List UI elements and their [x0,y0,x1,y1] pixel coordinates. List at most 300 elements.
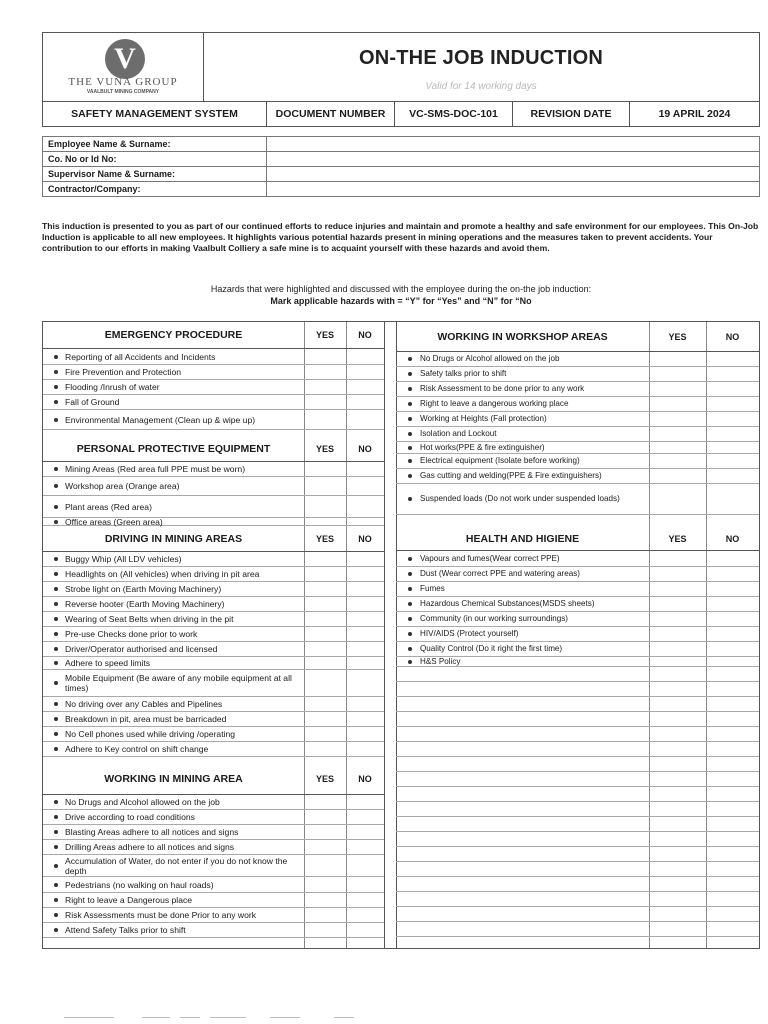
yes-checkbox[interactable] [304,840,346,854]
hazard-label: Attend Safety Talks prior to shift [65,925,186,935]
intro-paragraph: This induction is presented to you as part of our continued efforts to reduce injuries and maintain and promote a healthy and safe environment for our employees. This On-Job Induction is applicable to all new employees. It highlights various potential hazards present in mining operations and the measures taken to prevent accidents. Your contribution to our efforts in making Vaalbult Colliery a safe mine is to acquaint yourself with these hazards and avoid them. [42,221,759,253]
bullet-icon [54,355,58,359]
bullet-icon [54,467,58,471]
yes-checkbox[interactable] [649,712,706,726]
hazard-label: Hazardous Chemical Substances(MSDS sheets) [420,599,595,608]
yes-checkbox[interactable] [304,410,346,429]
revision-date-label: REVISION DATE [513,102,630,126]
bullet-icon [54,732,58,736]
hazard-label: HIV/AIDS (Protect yourself) [420,629,519,638]
hazard-label: Wearing of Seat Belts when driving in the pit [65,614,234,624]
yes-checkbox[interactable] [304,518,346,525]
logo-subtitle: VAALBULT MINING COMPANY [86,89,160,95]
hazard-label: Adhere to Key control on shift change [65,744,209,754]
bullet-icon [54,557,58,561]
no-header: NO [358,443,372,454]
bullet-icon [54,617,58,621]
no-checkbox[interactable] [346,727,384,741]
yes-checkbox[interactable] [649,847,706,861]
bullet-icon [408,497,412,501]
section-title: EMERGENCY PROCEDURE [104,329,243,341]
no-checkbox[interactable] [706,667,759,681]
yes-checkbox[interactable] [649,817,706,831]
yes-checkbox[interactable] [649,657,706,666]
no-checkbox[interactable] [346,712,384,726]
hazard-label: Right to leave a Dangerous place [65,895,193,905]
yes-checkbox[interactable] [649,922,706,936]
yes-checkbox[interactable] [304,742,346,756]
hazard-label: H&S Policy [420,656,461,666]
bullet-icon [54,661,58,665]
hazard-row [43,727,384,742]
column-divider [384,322,385,948]
bullet-icon [408,446,412,450]
yes-checkbox[interactable] [304,365,346,379]
no-header: NO [358,773,372,784]
document-meta-row [42,102,760,127]
yes-checkbox[interactable] [649,352,706,366]
yes-checkbox[interactable] [304,642,346,656]
no-checkbox[interactable] [346,496,384,517]
section-header [43,763,384,795]
yes-checkbox[interactable] [649,382,706,396]
section-header [43,436,384,462]
hazard-row [43,462,384,477]
empty-row [396,667,759,682]
hazard-label: Right to leave a dangerous working place [420,399,569,408]
empty-row [396,802,759,817]
hazard-row [396,484,759,515]
bullet-icon [408,617,412,621]
no-checkbox[interactable] [706,582,759,596]
no-checkbox[interactable] [346,380,384,394]
section-title: HEALTH AND HIGIENE [465,532,580,545]
yes-checkbox[interactable] [304,380,346,394]
yes-checkbox[interactable] [649,772,706,786]
yes-checkbox[interactable] [649,597,706,611]
yes-checkbox[interactable] [304,877,346,892]
hazard-label: Suspended loads (Do not work under suspended loads) [420,494,620,503]
hazard-label: Quality Control (Do it right the first time) [420,644,563,653]
yes-checkbox[interactable] [304,496,346,517]
empty-row [396,757,759,772]
hazard-row [43,518,384,526]
document-number-label: DOCUMENT NUMBER [267,102,395,126]
contractor-label: Contractor/Company: [43,182,267,197]
hazard-label: Headlights on (All vehicles) when driving in pit area [65,569,260,579]
hazard-label: Safety talks prior to shift [420,369,507,378]
hazard-row [43,795,384,810]
yes-checkbox[interactable] [649,727,706,741]
bullet-icon [408,357,412,361]
no-checkbox[interactable] [346,518,384,525]
yes-checkbox[interactable] [649,907,706,921]
yes-header: YES [668,331,687,342]
yes-checkbox[interactable] [649,442,706,453]
hazard-row [43,908,384,923]
hazard-row [396,582,759,597]
yes-checkbox[interactable] [304,657,346,669]
hazard-row [43,825,384,840]
yes-checkbox[interactable] [649,862,706,876]
yes-checkbox[interactable] [304,810,346,824]
empty-row [396,787,759,802]
hazard-label: No Drugs or Alcohol allowed on the job [420,354,560,363]
hazard-label: Vapours and fumes(Wear correct PPE) [420,553,560,563]
hazard-row [43,410,384,430]
yes-checkbox[interactable] [304,908,346,922]
no-checkbox[interactable] [706,567,759,581]
supervisor-field[interactable] [267,167,760,182]
yes-checkbox[interactable] [304,462,346,476]
bullet-icon [54,385,58,389]
hazard-row [43,657,384,670]
yes-checkbox[interactable] [649,582,706,596]
hazard-row [43,877,384,893]
no-checkbox[interactable] [346,612,384,626]
bullet-icon [54,815,58,819]
hazard-row [43,350,384,365]
no-checkbox[interactable] [346,627,384,641]
no-checkbox[interactable] [706,551,759,566]
empty-row [396,817,759,832]
logo-company-name: THE VUNA GROUP [68,76,178,88]
no-checkbox[interactable] [346,410,384,429]
hazard-row [396,412,759,427]
no-checkbox[interactable] [706,657,759,666]
no-checkbox[interactable] [706,877,759,891]
yes-checkbox[interactable] [304,395,346,409]
footer-marks [64,1017,364,1021]
empty-row [396,727,759,742]
yes-checkbox[interactable] [304,627,346,641]
no-checkbox[interactable] [706,697,759,711]
no-checkbox[interactable] [706,802,759,816]
yes-header: YES [668,533,687,544]
yes-checkbox[interactable] [649,469,706,483]
hazard-label: Fumes [420,584,445,593]
hazard-row [43,582,384,597]
company-logo [43,33,204,101]
contractor-field[interactable] [267,182,760,197]
bullet-icon [408,587,412,591]
bullet-icon [54,632,58,636]
hazard-row [43,840,384,855]
yes-checkbox[interactable] [304,612,346,626]
yes-checkbox[interactable] [649,667,706,681]
no-checkbox[interactable] [346,893,384,907]
yes-checkbox[interactable] [649,412,706,426]
section-header [43,322,384,349]
yes-checkbox[interactable] [649,802,706,816]
yes-checkbox[interactable] [649,832,706,846]
yes-checkbox[interactable] [304,795,346,809]
no-checkbox[interactable] [346,670,384,696]
hazard-label: Blasting Areas adhere to all notices and signs [65,827,239,837]
bullet-icon [54,747,58,751]
no-checkbox[interactable] [706,612,759,626]
hazard-row [396,627,759,642]
employee-id-field[interactable] [267,152,760,167]
hazard-label: Risk Assessment to be done prior to any work [420,384,585,393]
bullet-icon [54,418,58,422]
v-emblem-icon: V [105,39,145,79]
bullet-icon [54,913,58,917]
hazard-label: Dust (Wear correct PPE and watering areas) [420,569,580,578]
no-checkbox[interactable] [706,454,759,468]
no-checkbox[interactable] [346,908,384,922]
bullet-icon [54,370,58,374]
no-checkbox[interactable] [706,412,759,426]
yes-checkbox[interactable] [649,757,706,771]
no-checkbox[interactable] [706,832,759,846]
no-checkbox[interactable] [706,847,759,861]
yes-checkbox[interactable] [649,877,706,891]
bullet-icon [408,660,412,664]
bullet-icon [408,402,412,406]
hazard-row [396,612,759,627]
empty-row [396,922,759,937]
yes-checkbox[interactable] [649,627,706,641]
hazard-row [43,627,384,642]
yes-checkbox[interactable] [649,892,706,906]
section-title: WORKING IN MINING AREA [104,772,243,785]
yes-checkbox[interactable] [649,697,706,711]
no-checkbox[interactable] [706,642,759,656]
empty-row [396,862,759,877]
empty-row [396,892,759,907]
bullet-icon [408,602,412,606]
yes-checkbox[interactable] [304,567,346,581]
hazard-label: Flooding /Inrush of water [65,382,160,392]
hazard-row [396,567,759,582]
hazard-row [43,365,384,380]
no-checkbox[interactable] [346,825,384,839]
no-checkbox[interactable] [706,922,759,936]
hazard-label: Drilling Areas adhere to all notices and signs [65,842,235,852]
hazard-label: No Drugs and Alcohol allowed on the job [65,797,220,807]
no-checkbox[interactable] [346,597,384,611]
yes-checkbox[interactable] [304,552,346,566]
yes-checkbox[interactable] [649,567,706,581]
no-checkbox[interactable] [706,907,759,921]
section-title: PERSONAL PROTECTIVE EQUIPMENT [76,442,271,455]
no-checkbox[interactable] [346,462,384,476]
no-checkbox[interactable] [346,855,384,876]
no-checkbox[interactable] [706,397,759,411]
no-checkbox[interactable] [346,365,384,379]
yes-checkbox[interactable] [649,484,706,514]
no-checkbox[interactable] [706,367,759,381]
empty-row [396,772,759,787]
no-checkbox[interactable] [346,552,384,566]
no-checkbox[interactable] [346,477,384,495]
hazard-label: Fall of Ground [65,397,120,407]
no-header: NO [725,533,740,544]
yes-checkbox[interactable] [304,597,346,611]
hazard-row [43,697,384,712]
yes-checkbox[interactable] [304,350,346,364]
no-checkbox[interactable] [346,642,384,656]
no-checkbox[interactable] [346,795,384,809]
no-checkbox[interactable] [706,442,759,453]
no-checkbox[interactable] [346,742,384,756]
hazard-label: Accumulation of Water, do not enter if you do not know the depth [65,855,288,876]
yes-header: YES [315,773,334,784]
hazard-row [396,427,759,442]
bullet-icon [54,717,58,721]
no-checkbox[interactable] [706,817,759,831]
bullet-icon [408,474,412,478]
no-checkbox[interactable] [706,682,759,696]
supervisor-label: Supervisor Name & Surname: [43,167,267,182]
hazard-row [43,893,384,908]
yes-checkbox[interactable] [304,670,346,696]
hazard-row [43,380,384,395]
hazard-label: Workshop area (Orange area) [65,481,180,491]
yes-checkbox[interactable] [304,727,346,741]
hazard-row [43,567,384,582]
section-title: WORKING IN WORKSHOP AREAS [437,330,608,343]
bullet-icon [54,830,58,834]
no-checkbox[interactable] [706,469,759,483]
yes-checkbox[interactable] [304,712,346,726]
hazard-row [396,657,759,667]
no-checkbox[interactable] [346,395,384,409]
no-checkbox[interactable] [706,727,759,741]
hazard-label: Strobe light on (Earth Moving Machinery) [65,584,222,594]
bullet-icon [54,883,58,887]
hazard-label: Mining Areas (Red area full PPE must be worn) [65,464,246,474]
hazard-label: No Cell phones used while driving /operating [65,729,236,739]
empty-row [396,907,759,922]
hazard-label: Driver/Operator authorised and licensed [65,644,218,654]
validity-note: Valid for 14 working days [425,81,537,92]
employee-id-label: Co. No or Id No: [43,152,267,167]
hazard-row [396,551,759,567]
hazard-label: Pre-use Checks done prior to work [65,629,198,639]
employee-name-field[interactable] [267,137,760,152]
hazard-row [43,670,384,697]
yes-checkbox[interactable] [649,787,706,801]
hazard-label: Risk Assessments must be done Prior to any work [65,910,257,920]
no-checkbox[interactable] [346,350,384,364]
hazard-label: Fire Prevention and Protection [65,367,182,377]
yes-checkbox[interactable] [304,582,346,596]
no-checkbox[interactable] [706,772,759,786]
section-header [43,526,384,552]
yes-checkbox[interactable] [304,855,346,876]
yes-checkbox[interactable] [304,697,346,711]
yes-checkbox[interactable] [304,477,346,495]
revision-date: 19 APRIL 2024 [658,108,731,120]
no-checkbox[interactable] [706,757,759,771]
empty-row [396,697,759,712]
yes-checkbox[interactable] [649,427,706,441]
bullet-icon [54,602,58,606]
hazard-row [43,742,384,757]
bullet-icon [54,845,58,849]
hazard-row [43,855,384,877]
bullet-icon [54,864,58,868]
no-checkbox[interactable] [346,657,384,669]
yes-header: YES [315,443,334,454]
hazard-label: Reverse hooter (Earth Moving Machinery) [65,599,225,609]
yes-checkbox[interactable] [649,551,706,566]
bullet-icon [408,417,412,421]
no-header: NO [358,330,372,340]
no-checkbox[interactable] [706,742,759,756]
hazard-label: Pedestrians (no walking on haul roads) [65,879,214,890]
hazard-row [396,367,759,382]
yes-checkbox[interactable] [649,642,706,656]
no-checkbox[interactable] [346,697,384,711]
empty-row [396,832,759,847]
yes-checkbox[interactable] [304,893,346,907]
empty-row [396,877,759,892]
hazard-row [396,352,759,367]
no-checkbox[interactable] [706,862,759,876]
hazard-row [43,810,384,825]
bullet-icon [54,400,58,404]
yes-checkbox[interactable] [649,742,706,756]
hazard-label: Office areas (Green area) [65,516,163,527]
hazard-row [396,454,759,469]
bullet-icon [408,572,412,576]
empty-row [396,712,759,727]
no-checkbox[interactable] [346,923,384,937]
no-checkbox[interactable] [706,712,759,726]
bullet-icon [54,484,58,488]
bullet-icon [54,898,58,902]
no-header: NO [358,533,372,544]
hazard-row [396,397,759,412]
yes-checkbox[interactable] [649,682,706,696]
no-checkbox[interactable] [346,582,384,596]
hazard-row [43,477,384,496]
bullet-icon [408,459,412,463]
hazard-label: Adhere to speed limits [65,658,151,668]
no-checkbox[interactable] [346,810,384,824]
no-checkbox[interactable] [706,484,759,514]
section-header [396,527,759,551]
no-checkbox[interactable] [706,352,759,366]
no-checkbox[interactable] [706,382,759,396]
hazard-label: Breakdown in pit, area must be barricaded [65,714,227,724]
yes-checkbox[interactable] [304,825,346,839]
hazard-label: No driving over any Cables and Pipelines [65,699,223,709]
no-checkbox[interactable] [706,627,759,641]
yes-checkbox[interactable] [649,612,706,626]
no-checkbox[interactable] [346,840,384,854]
yes-checkbox[interactable] [649,397,706,411]
yes-checkbox[interactable] [649,367,706,381]
no-checkbox[interactable] [346,567,384,581]
no-checkbox[interactable] [706,787,759,801]
yes-checkbox[interactable] [649,454,706,468]
mark-instruction: Mark applicable hazards with = “Y” for “Yes” and “N” for “No [270,296,532,306]
no-checkbox[interactable] [706,892,759,906]
yes-checkbox[interactable] [304,923,346,937]
hazard-row [43,642,384,657]
document-title: ON-THE JOB INDUCTION [359,47,603,69]
employee-name-label: Employee Name & Surname: [43,137,267,152]
no-checkbox[interactable] [706,427,759,441]
no-checkbox[interactable] [346,877,384,892]
no-checkbox[interactable] [706,597,759,611]
hazard-label: Environmental Management (Clean up & wipe up) [65,414,256,425]
hazard-row [43,923,384,938]
